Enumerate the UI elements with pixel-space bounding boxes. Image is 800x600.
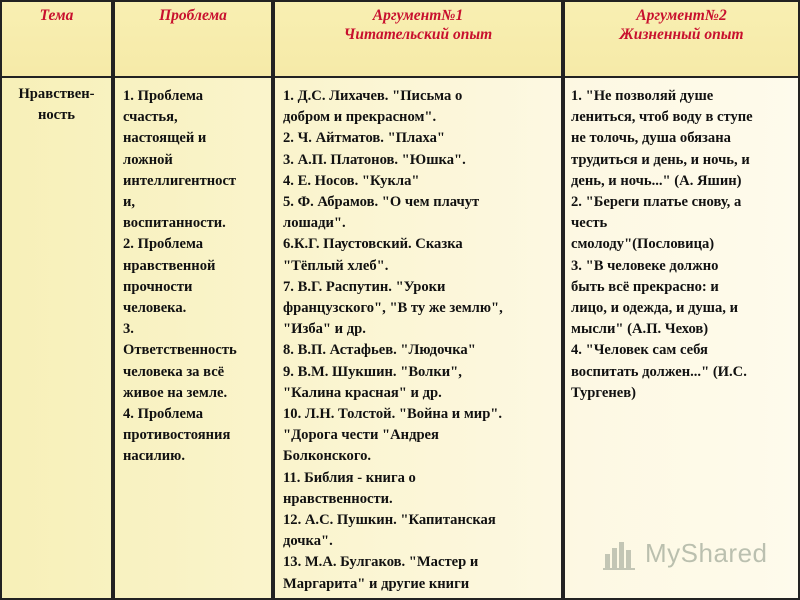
text-line: "Дорога чести "Андрея	[283, 427, 439, 444]
cell-problems	[113, 78, 273, 600]
text-line: не толочь, душа обязана	[571, 130, 731, 147]
text-line: Тургенев)	[571, 384, 636, 401]
text-line: мысли" (А.П. Чехов)	[571, 321, 709, 338]
text-line: интеллигентност	[123, 172, 237, 189]
text-line: трудиться и день, и ночь, и	[571, 151, 750, 168]
text-line: Нравствен-	[18, 86, 95, 102]
text-line: ность	[37, 107, 76, 124]
text-line: человека.	[123, 300, 187, 317]
text-line: французского", "В ту же землю",	[283, 300, 503, 317]
text-line: честь	[571, 215, 608, 232]
text-line: нравственной	[123, 257, 216, 274]
cell-life-experience	[563, 78, 800, 600]
watermark-logo	[603, 532, 773, 574]
header-argument1-title: Аргумент№1	[372, 7, 464, 24]
text-line: "Калина красная" и др.	[283, 384, 442, 401]
text-line: 10. Л.Н. Толстой. "Война и мир".	[283, 406, 503, 423]
text-line: и,	[123, 194, 136, 211]
text-line: воспитанности.	[123, 215, 226, 232]
header-problem-label: Проблема	[159, 7, 227, 24]
text-line: человека за всё	[123, 363, 225, 380]
bar-chart-icon	[603, 536, 639, 570]
text-line: добром и прекрасном".	[283, 109, 437, 126]
text-line: насилию.	[123, 448, 185, 465]
text-line: 2. Проблема	[123, 236, 204, 253]
text-line: Маргарита" и другие книги	[283, 575, 470, 592]
header-argument1-subtitle: Читательский опыт	[343, 26, 493, 43]
text-line: Болконского.	[283, 448, 372, 465]
text-line: "Изба" и др.	[283, 321, 366, 338]
text-line: прочности	[123, 278, 193, 295]
text-line: 2. Ч. Айтматов. "Плаха"	[283, 130, 446, 147]
text-line: 6.К.Г. Паустовский. Сказка	[283, 236, 463, 253]
text-line: 3.	[123, 321, 134, 338]
text-line: день, и ночь..." (А. Яшин)	[571, 172, 742, 189]
text-line: лениться, чтоб воду в ступе	[571, 109, 753, 126]
text-line: ложной	[123, 151, 173, 168]
text-line: 4. "Человек сам себя	[571, 342, 708, 359]
header-cell-topic	[0, 0, 113, 78]
cell-topic	[0, 78, 113, 600]
text-line: 2. "Береги платье снову, а	[571, 194, 742, 211]
text-line: 1. "Не позволяй душе	[571, 88, 714, 104]
text-line: 4. Проблема	[123, 406, 204, 423]
text-line: 11. Библия - книга о	[283, 469, 416, 486]
text-line: противостояния	[123, 427, 231, 444]
text-line: счастья,	[123, 109, 178, 126]
text-line: нравственности.	[283, 490, 393, 507]
text-line: 3. "В человеке должно	[571, 257, 719, 274]
text-line: "Тёплый хлеб".	[283, 257, 389, 274]
header-cell-argument2	[563, 0, 800, 78]
text-line: лицо, и одежда, и душа, и	[571, 300, 739, 317]
watermark-text: MyShared	[645, 538, 768, 568]
text-line: 1. Проблема	[123, 88, 204, 104]
text-line: 8. В.П. Астафьев. "Людочка"	[283, 342, 476, 359]
text-line: дочка".	[283, 533, 333, 550]
text-line: 7. В.Г. Распутин. "Уроки	[283, 278, 446, 295]
text-line: быть всё прекрасно: и	[571, 278, 719, 295]
header-argument2-title: Аргумент№2	[636, 7, 727, 24]
text-line: лошади".	[283, 215, 346, 232]
text-line: 9. В.М. Шукшин. "Волки",	[283, 363, 462, 380]
header-cell-argument1	[273, 0, 563, 78]
text-line: живое на земле.	[123, 384, 228, 401]
text-line: 13. М.А. Булгаков. "Мастер и	[283, 554, 479, 571]
text-line: Ответственность	[123, 342, 237, 359]
text-line: 5. Ф. Абрамов. "О чем плачут	[283, 194, 480, 211]
text-line: смолоду"(Пословица)	[571, 236, 715, 253]
text-line: 4. Е. Носов. "Кукла"	[283, 172, 420, 189]
header-topic-label: Тема	[39, 7, 74, 24]
header-cell-problem	[113, 0, 273, 78]
text-line: воспитать должен..." (И.С.	[571, 363, 747, 380]
text-line: 1. Д.С. Лихачев. "Письма о	[283, 88, 463, 104]
text-line: 3. А.П. Платонов. "Юшка".	[283, 151, 466, 168]
text-line: настоящей и	[123, 130, 207, 147]
cell-reading-experience	[273, 78, 563, 600]
header-argument2-subtitle: Жизненный опыт	[619, 26, 744, 43]
text-line: 12. А.С. Пушкин. "Капитанская	[283, 512, 496, 529]
